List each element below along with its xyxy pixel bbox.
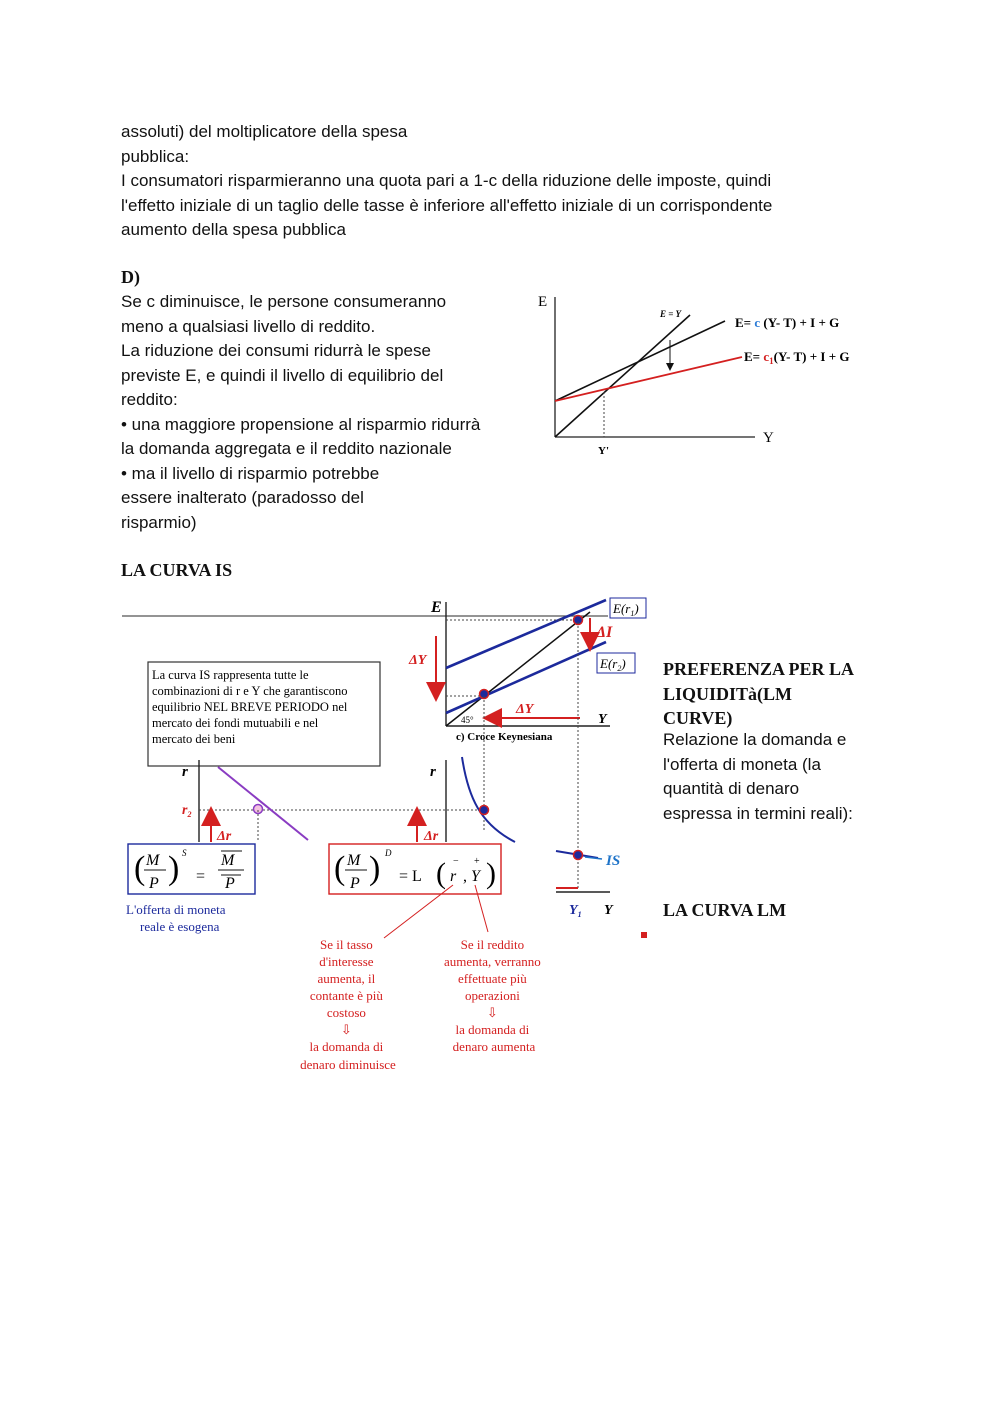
delta-y-left-label: ΔY [409,653,427,668]
section-d-line: essere inalterato (paradosso del [121,488,364,507]
red-bullet [641,932,647,938]
svg-text:M: M [221,852,235,869]
section-d-text [121,290,480,535]
svg-text:S: S [182,848,187,858]
svg-text:=: = [196,868,206,885]
r2-label: $r_2$ [182,803,192,819]
svg-text:M: M [146,852,160,869]
e-equals-y-line [555,315,690,437]
section-d-line: • una maggiore propensione al risparmio ridurrà [121,414,481,434]
y-prime-label: Y' [598,445,609,457]
svg-text:): ) [369,850,381,887]
section-d-heading: D) [121,267,140,287]
section-d-line: Se c diminuisce, le persone consumeranno [121,292,447,311]
svg-text:= L: = L [399,868,422,885]
is-curve-label: IS [606,853,621,869]
intro-line: assoluti) del moltiplicatore della spesa [121,122,408,141]
forty-five-label: 45° [461,715,474,725]
lm-body-line: espressa in termini reali): [663,803,853,823]
svg-text:): ) [486,857,496,890]
svg-text:P: P [350,875,360,892]
svg-text:−: − [453,856,459,867]
r-axis-label-left: r [182,764,188,780]
svg-text:+: + [474,856,480,867]
lm-description [663,728,853,826]
svg-text:,: , [463,868,467,885]
e-r2-label: $E(r_2)$ [600,656,626,673]
lm-body-line: l'offerta di moneta (la [663,754,821,774]
section-d-line: risparmio) [121,512,197,532]
section-d-line: la domanda aggregata e il reddito nazionale [121,439,452,458]
intro-line: l'effetto iniziale di un taglio delle tasse è inferiore all'effetto iniziale di un corrispondente [121,195,773,215]
svg-text:r: r [450,868,457,885]
section-d-line: • ma il livello di risparmio potrebbe [121,463,380,483]
is-bottom-y-label: Y [604,903,613,918]
expenditure-label-c1: $E= c_1(Y-$ T) + I + G [744,349,850,366]
svg-text:): ) [168,850,180,887]
lm-body-line: Relazione la domanda e [663,730,847,749]
investment-point [480,806,489,815]
is-section-heading: LA CURVA IS [121,560,233,580]
keynesian-cross-figure [520,285,880,460]
intro-text [121,120,772,243]
note-interest-rate: Se il tasso d'interesse aumenta, il contante è più costoso ⇩ la domanda di denaro diminuisce [300,937,396,1072]
section-d-line: La riduzione dei consumi ridurrà le spese [121,341,431,360]
lm-preference-heading [663,657,854,731]
cross-caption: c) Croce Keynesiana [456,731,553,743]
money-equilibrium-point [254,805,263,814]
expenditure-label-c: E= c (Y- T) + I + G [735,315,840,330]
svg-text:(: ( [134,850,146,887]
section-d-line: reddito: [121,390,178,409]
lm-heading-line: CURVE) [663,708,733,728]
investment-curve [462,757,515,842]
intro-line: pubblica: [121,146,190,166]
delta-y-mid-label: ΔY [516,702,534,717]
expenditure-line-c1 [555,357,742,401]
expenditure-line-c [555,321,725,401]
is-curve-figure [120,592,660,1082]
section-d-line: previste E, e quindi il livello di equilibrio del [121,365,444,385]
delta-r-left-label: Δr [217,829,232,844]
delta-r-mid-label: Δr [424,829,439,844]
r-axis-label-mid: r [430,764,436,780]
lm-body-line: quantità di denaro [663,779,800,798]
is-y-axis-label: Y [598,712,607,727]
svg-text:P: P [149,875,159,892]
lm-heading-line: LIQUIDITà(LM [663,683,793,704]
is-e-axis-label: E [431,599,442,616]
e-equals-y-label: E = Y [660,309,681,319]
svg-text:D: D [385,848,392,858]
supply-caption: L'offerta di moneta reale è esogena [126,902,226,934]
money-demand-line [218,767,308,840]
svg-text:(: ( [334,850,346,887]
y-axis-label: Y [763,430,774,446]
section-d-line: meno a qualsiasi livello di reddito. [121,316,376,336]
y1-label: $Y_1$ [569,903,582,919]
delta-i-label: ΔI [596,624,613,641]
note-income: Se il reddito aumenta, verranno effettuate più operazioni ⇩ la domanda di denaro aumenta [444,937,541,1054]
is-pointer-line [585,857,602,859]
is-description-text: La curva IS rappresenta tutte le combinazioni di r e Y che garantiscono equilibrio NEL BREVE PERIODO nel mercato dei fondi mutuabili e nel mercato dei beni [152,668,348,746]
svg-text:P: P [225,875,235,892]
lm-curve-heading: LA CURVA LM [663,900,787,920]
svg-text:(: ( [436,857,446,890]
e-r1-line [446,600,606,668]
lm-heading-line: PREFERENZA PER LA [663,659,855,679]
intro-line: aumento della spesa pubblica [121,220,346,239]
intro-line: I consumatori risparmieranno una quota pari a 1-c della riduzione delle imposte, quindi [121,171,772,190]
e-r1-label: $E(r_1)$ [613,601,639,618]
svg-text:Y: Y [471,868,480,885]
is-point [574,851,583,860]
svg-text:M: M [347,852,361,869]
e-axis-label: E [538,294,548,310]
